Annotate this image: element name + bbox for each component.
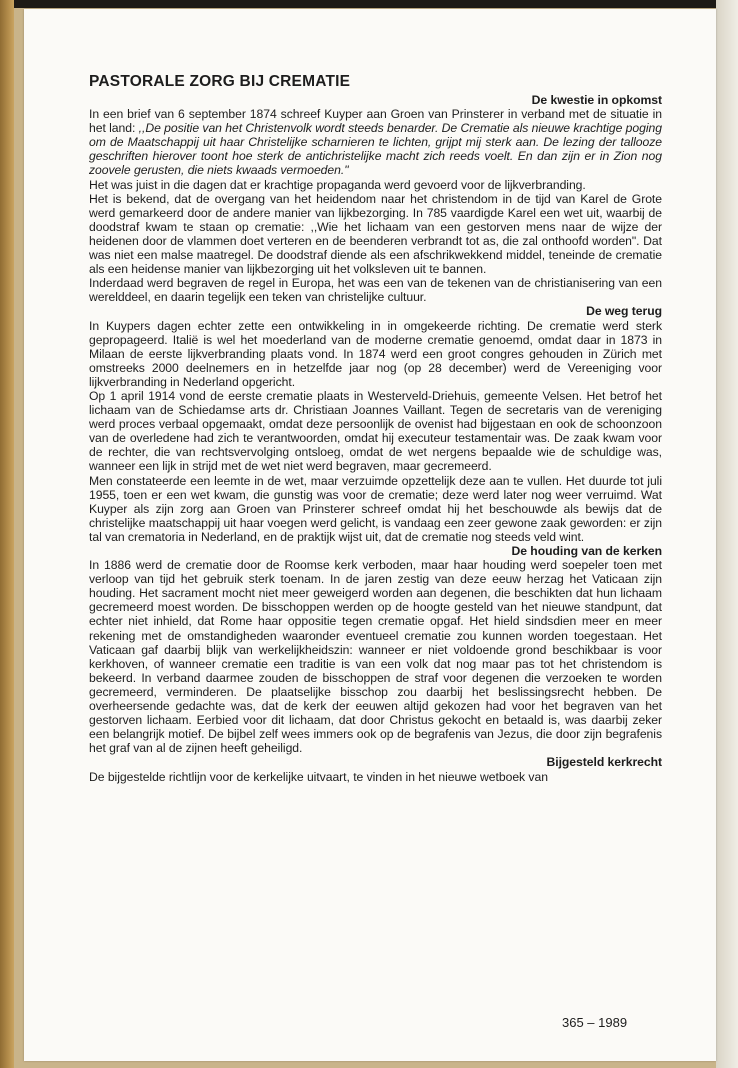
paragraph: Op 1 april 1914 vond de eerste crematie plaats in Westerveld-Driehuis, gemeente Velsen. Het betrof het lichaam van de Schiedamse arts dr. Christiaan Joannes Vaillant. Tegen de secretaris van de vereniging werd proces verbaal opgemaakt, omdat deze persoonlijk de ovenist had bijgestaan en ook de schoonzoon van de overledene had zich te verantwoorden, omdat hij executeur testamentair was. De zaak kwam voor de rechter, die van rechtsvervolging ontsloeg, omdat de wet nergens bepaalde wie de schuldige was, wanneer een lijk in strijd met de wet niet werd begraven, maar gecremeerd. <box>89 388 662 474</box>
article <box>89 73 662 784</box>
paragraph: Inderdaad werd begraven de regel in Europa, het was een van de tekenen van de christianisering van een werelddeel, en daarin tegelijk een teken van christelijke cultuur. <box>89 276 662 305</box>
section-heading: Bijgesteld kerkrecht <box>546 755 662 770</box>
page-number: 365 – 1989 <box>562 1015 628 1030</box>
paragraph: Het was juist in die dagen dat er krachtige propaganda werd gevoerd voor de lijkverbranding. <box>89 177 586 192</box>
paragraph-text: In een brief van 6 september 1874 schreef Kuyper aan Groen van Prinsterer in verband met de situatie in het land: <box>89 107 662 136</box>
paragraph: In Kuypers dagen echter zette een ontwikkeling in in omgekeerde richting. De crematie werd sterk gepropageerd. Italië is wel het moederland van de moderne crematie genoemd, omdat daar in 1873 in Milaan de eerste lijkverbranding plaats vond. In 1874 werd een groot congres gehouden in Zürich met omstreeks 2000 deelnemers en in hetzelfde jaar nog (op 28 december) werd de Vereeniging voor lijkverbranding in Nederland opgericht. <box>89 318 662 389</box>
section-heading: De houding van de kerken <box>511 544 662 558</box>
scan-edge-top <box>0 0 738 8</box>
scan-edge-right <box>716 0 738 1068</box>
paragraph: Het is bekend, dat de overgang van het heidendom naar het christendom in de tijd van Karel de Grote werd gemarkeerd door de andere manier van lijkbezorging. In 785 vaardigde Karel een wet uit, waarbij de doodstraf kwam te staan op crematie: ,,Wie het lichaam van een gestorven mens naar de wijze der heidenen door de vlammen doet verteren en de beenderen verbrandt tot as, die zal onthoofd worden". Dat was niet een malse maatregel. De doodstraf diende als een afschrikwekkend middel, teneinde de crematie als een heidense manier van lijkbezorging uit het volksleven uit te bannen. <box>89 191 662 277</box>
paragraph: In 1886 werd de crematie door de Roomse kerk verboden, maar haar houding werd soepeler toen met verloop van tijd het gebruik sterk toenam. In de jaren zestig van deze eeuw herzag het Vaticaan zijn houding. Het sacrament mocht niet meer geweigerd worden aan degenen, die beschikten dat hun lichaam gecremeerd moest worden. De bisschoppen werden op de hoogte gesteld van het nieuwe standpunt, dat echter niet inhield, dat Rome haar oppositie tegen crematie opgaf. Het hield sindsdien meer en meer rekening met de omstandigheden waaronder eventueel crematie zou kunnen worden toegestaan. Het Vaticaan gaf daarbij blijk van werkelijkheidszin: wanneer er niet voldoende grond beschikbaar is voor kerkhoven, of wanneer crematie een traditie is van een volk dat nog maar pas tot het christendom is bekeerd. In verband daarmee zouden de bisschoppen de straf voor degenen die verzoeken te worden gecremeerd, verminderen. De plaatselijke bisschop zou daarbij het beslissingsrecht hebben. De overheersende gedachte was, dat de kerk der eeuwen altijd gekozen had voor het begraven van het gestorven lichaam. Eerbied voor dit lichaam, dat door Christus gekocht en betaald is, was daarbij zeker een belangrijk motief. De bijbel zelf wees immers ook op de begrafenis van Jezus, die door zijn begrafenis het graf van al de zijnen heeft geheiligd. <box>89 558 662 756</box>
paragraph: De bijgestelde richtlijn voor de kerkelijke uitvaart, te vinden in het nieuwe wetboek van <box>89 769 548 784</box>
article-title: PASTORALE ZORG BIJ CREMATIE <box>89 73 351 90</box>
section-heading: De kwestie in opkomst <box>531 93 662 107</box>
paragraph: Men constateerde een leemte in de wet, maar verzuimde opzettelijk deze aan te vullen. Het duurde tot juli 1955, toen er een wet kwam, die gunstig was voor de crematie; deze werd later nog weer verruimd. Wat Kuyper als zijn zorg aan Groen van Prinsterer schreef omdat hij het beschouwde als bewijs dat de christelijke maatschappij uit haar voegen werd gelicht, is vandaag een zeer gewone zaak geworden: er zijn tal van crematoria in Nederland, en de praktijk wijst uit, dat de crematie nog steeds veld wint. <box>89 473 662 544</box>
document-page <box>24 9 716 1061</box>
quote-text: ,,De positie van het Christenvolk wordt steeds benarder. De Crematie als nieuwe krachtige poging om de Maatschappij uit haar Christelijke scharnieren te lichten, grijpt mij sterk aan. De lezing der tallooze geschriften hierover toont hoe sterk de antichristelijke macht zich reeds voelt. En dan zijn er in Zion nog zoovele gerusten, die niets kwaads vermoeden." <box>89 121 662 178</box>
section-heading: De weg terug <box>586 304 662 319</box>
scan-edge-left <box>0 0 14 1068</box>
paragraph <box>89 107 662 177</box>
